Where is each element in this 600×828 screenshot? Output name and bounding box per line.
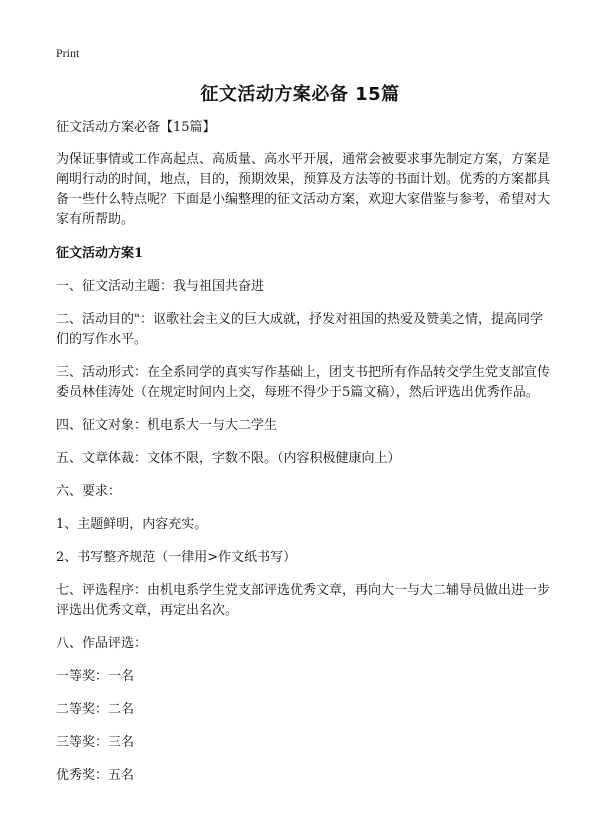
paragraph-genre: 五、文章体裁：文体不限，字数不限。（内容积极健康向上） [56, 451, 401, 466]
paragraph-award-third: 三等奖：三名 [56, 735, 135, 750]
paragraph-requirements-heading: 六、要求： [56, 484, 122, 499]
paragraph-award-first: 一等奖：一名 [56, 669, 135, 684]
paragraph-requirement-2: 2、书写整齐规范（一律用>作文纸书写） [56, 550, 297, 565]
paragraph-audience: 四、征文对象：机电系大一与大二学生 [56, 418, 278, 433]
paragraph-theme: 一、征文活动主题：我与祖国共奋进 [56, 279, 265, 294]
section-heading: 征文活动方案1 [56, 246, 144, 261]
intro-paragraph: 为保证事情或工作高起点、高质量、高水平开展，通常会被要求事先制定方案，方案是阐明行动的时间，地点，目的，预期效果，预算及方法等的书面计划。优秀的方案都具备一些什么特点呢？下面是小编整理的征文活动方案，欢迎大家借鉴与参考，希望对大家有所帮助。 [56, 152, 551, 227]
paragraph-selection-process: 七、评选程序：由机电系学生党支部评选优秀文章，再向大一与大二辅导员做出进一步评选出优秀文章，再定出名次。 [56, 583, 551, 618]
page-title: 征文活动方案必备 15篇 [200, 84, 400, 105]
paragraph-purpose: 二、活动目的"：讴歌社会主义的巨大成就，抒发对祖国的热爱及赞美之情，提高同学们的写作水平。 [56, 312, 543, 347]
paragraph-award-second: 二等奖：二名 [56, 702, 135, 717]
paragraph-format: 三、活动形式：在全系同学的真实写作基础上，团支书把所有作品转交学生党支部宣传委员林佳涛处（在规定时间内上交，每班不得少于5篇文稿），然后评选出优秀作品。 [56, 365, 551, 400]
paragraph-award-merit: 优秀奖：五名 [56, 768, 135, 783]
paragraph-requirement-1: 1、主题鲜明，内容充实。 [56, 517, 208, 532]
paragraph-awards-heading: 八、作品评选： [56, 636, 148, 651]
document-body [56, 118, 550, 799]
print-link[interactable]: Print [56, 46, 80, 60]
document-subtitle: 征文活动方案必备【15篇】 [56, 120, 216, 135]
